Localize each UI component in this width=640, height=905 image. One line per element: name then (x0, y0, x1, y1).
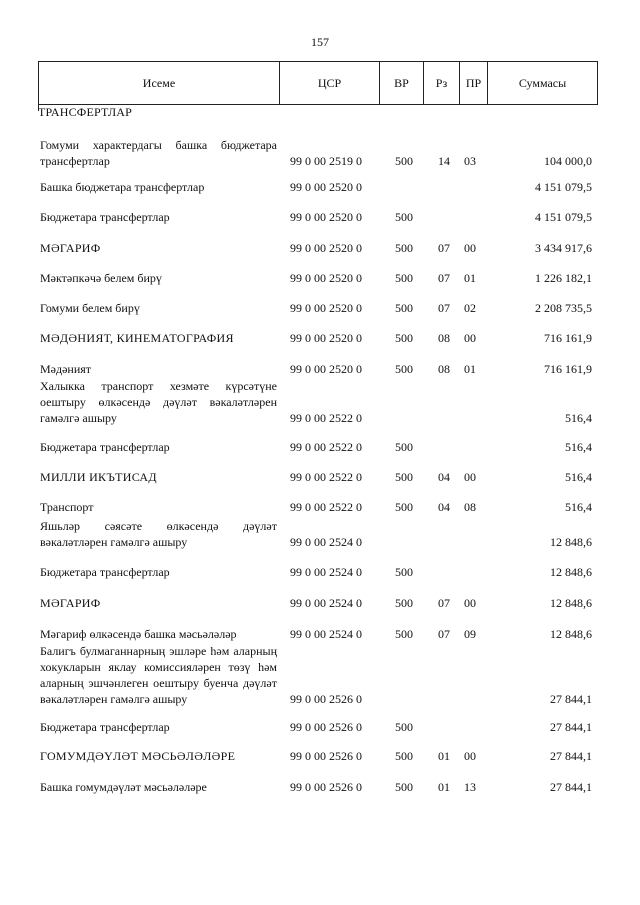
row-csr: 99 0 00 2520 0 (290, 271, 362, 285)
row-name: Мәктәпкәчә белем бирү (40, 271, 162, 285)
row-name: МӘГАРИФ (40, 241, 101, 255)
row-csr: 99 0 00 2526 0 (290, 720, 362, 734)
row-pr: 09 (464, 627, 476, 641)
row-vr: 500 (395, 331, 413, 345)
row-vr: 500 (395, 210, 413, 224)
row-pr: 00 (464, 331, 476, 345)
row-name: Бюджетара трансфертлар (40, 565, 170, 579)
row-csr: 99 0 00 2522 0 (290, 411, 362, 425)
page-number: 157 (311, 35, 329, 49)
row-csr: 99 0 00 2520 0 (290, 362, 362, 376)
row-sum: 1 226 182,1 (535, 271, 592, 285)
row-pr: 03 (464, 154, 476, 168)
row-csr: 99 0 00 2520 0 (290, 331, 362, 345)
row-pr: 13 (464, 780, 476, 794)
row-name: Мәгариф өлкәсендә башка мәсьәләләр (40, 627, 237, 641)
row-name: Транспорт (40, 500, 94, 514)
row-rz: 01 (438, 749, 450, 763)
row-rz: 07 (438, 241, 450, 255)
row-sum: 516,4 (565, 470, 592, 484)
row-sum: 12 848,6 (550, 596, 592, 610)
row-pr: 01 (464, 362, 476, 376)
row-vr: 500 (395, 720, 413, 734)
row-csr: 99 0 00 2520 0 (290, 180, 362, 194)
row-rz: 07 (438, 271, 450, 285)
row-vr: 500 (395, 362, 413, 376)
row-csr: 99 0 00 2522 0 (290, 500, 362, 514)
row-sum: 12 848,6 (550, 565, 592, 579)
row-name: Яшьләр сәясәте өлкәсендә дәүләт вәкаләтләрен гамәлгә ашыру (40, 519, 277, 549)
header-vr: ВР (379, 62, 423, 104)
row-sum: 3 434 917,6 (535, 241, 592, 255)
row-name: МӘДӘНИЯТ, КИНЕМАТОГРАФИЯ (40, 331, 234, 345)
row-name: ГОМУМДӘҮЛӘТ МӘСЬӘЛӘЛӘРЕ (40, 749, 236, 763)
row-vr: 500 (395, 596, 413, 610)
row-name: Башка бюджетара трансфертлар (40, 180, 205, 194)
row-csr: 99 0 00 2524 0 (290, 565, 362, 579)
row-csr: 99 0 00 2519 0 (290, 154, 362, 168)
row-csr: 99 0 00 2522 0 (290, 440, 362, 454)
row-vr: 500 (395, 627, 413, 641)
row-rz: 01 (438, 780, 450, 794)
row-csr: 99 0 00 2520 0 (290, 210, 362, 224)
row-sum: 4 151 079,5 (535, 180, 592, 194)
row-sum: 27 844,1 (550, 720, 592, 734)
row-rz: 07 (438, 627, 450, 641)
row-name: МИЛЛИ ИКЪТИСАД (40, 470, 157, 484)
row-vr: 500 (395, 154, 413, 168)
row-vr: 500 (395, 470, 413, 484)
row-rz: 08 (438, 331, 450, 345)
row-rz: 08 (438, 362, 450, 376)
row-vr: 500 (395, 749, 413, 763)
row-vr: 500 (395, 500, 413, 514)
row-rz: 14 (438, 154, 450, 168)
row-sum: 716 161,9 (544, 331, 592, 345)
row-vr: 500 (395, 301, 413, 315)
row-rz: 07 (438, 596, 450, 610)
row-sum: 516,4 (565, 500, 592, 514)
row-vr: 500 (395, 241, 413, 255)
header-pr: ПР (459, 62, 487, 104)
header-name: Исеме (142, 76, 176, 90)
row-sum: 516,4 (565, 440, 592, 454)
row-sum: 516,4 (565, 411, 592, 425)
row-pr: 00 (464, 749, 476, 763)
row-name: Бюджетара трансфертлар (40, 440, 170, 454)
header-csr: ЦСР (279, 62, 379, 104)
row-rz: 04 (438, 500, 450, 514)
row-csr: 99 0 00 2524 0 (290, 535, 362, 549)
row-csr: 99 0 00 2520 0 (290, 241, 362, 255)
row-sum: 12 848,6 (550, 535, 592, 549)
row-pr: 00 (464, 596, 476, 610)
header-sum: Суммасы (487, 62, 597, 104)
row-name: Гомуми характердагы башка бюджетара трансфертлар (40, 138, 277, 168)
header-rz: Рз (423, 62, 459, 104)
row-sum: 104 000,0 (544, 154, 592, 168)
row-pr: 00 (464, 241, 476, 255)
row-vr: 500 (395, 780, 413, 794)
row-rz: 04 (438, 470, 450, 484)
row-sum: 4 151 079,5 (535, 210, 592, 224)
row-sum: 2 208 735,5 (535, 301, 592, 315)
row-name: Гомуми белем бирү (40, 301, 140, 315)
row-pr: 08 (464, 500, 476, 514)
row-csr: 99 0 00 2522 0 (290, 470, 362, 484)
row-csr: 99 0 00 2526 0 (290, 749, 362, 763)
row-csr: 99 0 00 2526 0 (290, 692, 362, 706)
row-sum: 12 848,6 (550, 627, 592, 641)
table-header (38, 61, 598, 105)
row-vr: 500 (395, 565, 413, 579)
row-csr: 99 0 00 2524 0 (290, 596, 362, 610)
row-name: МӘГАРИФ (40, 596, 101, 610)
row-name: Мәдәният (40, 362, 92, 376)
row-name: Башка гомумдәүләт мәсьәләләре (40, 780, 207, 794)
row-pr: 02 (464, 301, 476, 315)
row-sum: 27 844,1 (550, 692, 592, 706)
row-vr: 500 (395, 271, 413, 285)
row-csr: 99 0 00 2524 0 (290, 627, 362, 641)
row-pr: 01 (464, 271, 476, 285)
row-sum: 716 161,9 (544, 362, 592, 376)
row-name: Бюджетара трансфертлар (40, 210, 170, 224)
row-csr: 99 0 00 2520 0 (290, 301, 362, 315)
row-name: Балигъ булмаганнарның эшләре һәм аларның хокукларын яклау комиссияләрен төзү һәм аларның эшчәнлеген оештыру буенча дәүләт вәкаләтләрен гамәлгә ашыру (40, 644, 277, 706)
row-pr: 00 (464, 470, 476, 484)
row-rz: 07 (438, 301, 450, 315)
row-vr: 500 (395, 440, 413, 454)
section-title: ТРАНСФЕРТЛАР (38, 105, 133, 119)
row-sum: 27 844,1 (550, 749, 592, 763)
row-csr: 99 0 00 2526 0 (290, 780, 362, 794)
row-name: Бюджетара трансфертлар (40, 720, 170, 734)
row-name: Халыкка транспорт хезмәте күрсәтүне оештыру өлкәсендә дәүләт вәкаләтләрен гамәлгә ашыру (40, 379, 277, 425)
row-sum: 27 844,1 (550, 780, 592, 794)
